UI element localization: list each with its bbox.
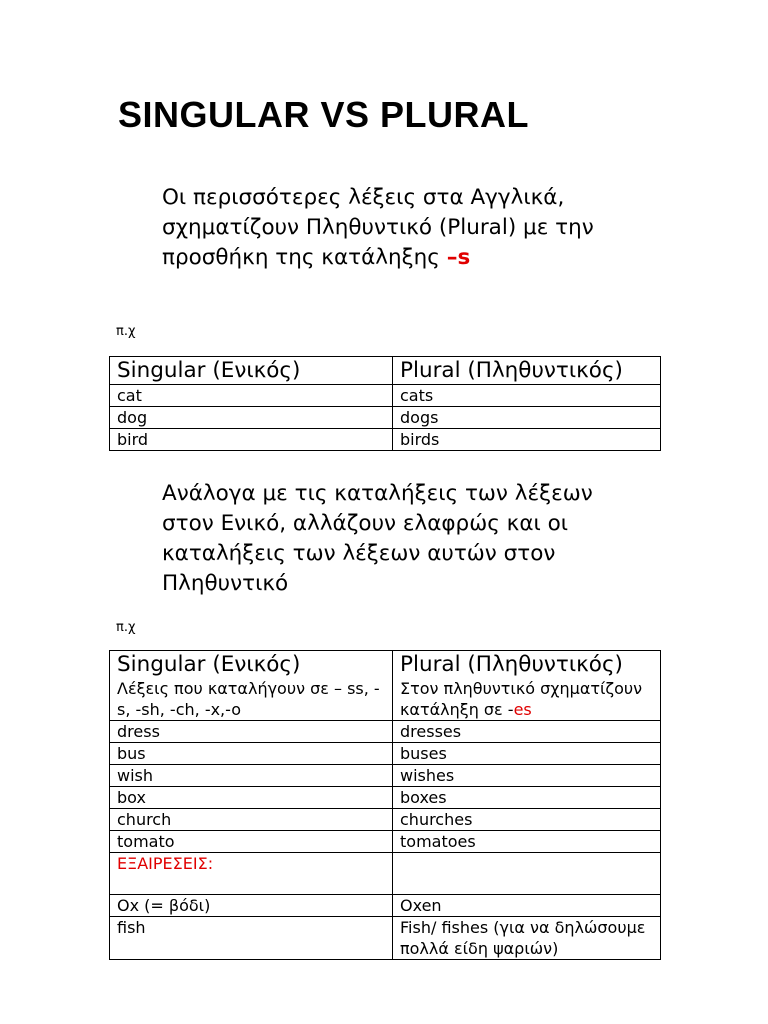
table-header-row (110, 651, 661, 721)
plural-cell: dresses (393, 721, 661, 743)
singular-cell: dress (110, 721, 393, 743)
plural-cell: Oxen (393, 895, 661, 917)
exceptions-label: ΕΞΑΙΡΕΣΕΙΣ: (110, 853, 393, 895)
table-row (110, 765, 661, 787)
table-row (110, 385, 661, 407)
table-row (110, 831, 661, 853)
example-label: π.χ (116, 620, 136, 635)
subheader-plural (400, 678, 660, 720)
singular-cell: bus (110, 743, 393, 765)
plural-cell: churches (393, 809, 661, 831)
table-row (110, 721, 661, 743)
singular-cell: tomato (110, 831, 393, 853)
header-singular: Singular (Ενικός) (117, 652, 301, 677)
plural-cell: cats (393, 385, 661, 407)
header-plural-cell (393, 651, 661, 721)
singular-cell: wish (110, 765, 393, 787)
header-singular-cell (110, 651, 393, 721)
table-row (110, 787, 661, 809)
plural-cell: dogs (393, 407, 661, 429)
suffix-es: es (513, 700, 532, 719)
table-header-row (110, 357, 661, 385)
plural-cell: boxes (393, 787, 661, 809)
singular-cell: fish (110, 917, 393, 960)
table-row (110, 429, 661, 451)
header-plural: Plural (Πληθυντικός) (393, 357, 661, 385)
singular-cell: dog (110, 407, 393, 429)
header-plural: Plural (Πληθυντικός) (400, 652, 623, 677)
table-row (110, 809, 661, 831)
singular-cell: bird (110, 429, 393, 451)
intro-line-2: σχηματίζουν Πληθυντικό (Plural) με την (162, 215, 594, 240)
second-line-3: καταλήξεις των λέξεων αυτών στον (162, 541, 556, 566)
table-row (110, 917, 661, 960)
plural-cell: Fish/ fishes (για να δηλώσουμε πολλά είδη ψαριών) (393, 917, 661, 960)
plural-cell: wishes (393, 765, 661, 787)
intro-line-3-text: προσθήκη της κατάληξης (162, 245, 447, 270)
subheader-singular: Λέξεις που καταλήγουν σε – ss, -s, -sh, -ch, -x,-o (117, 679, 380, 719)
singular-cell: church (110, 809, 393, 831)
second-line-1: Ανάλογα με τις καταλήξεις των λέξεων (162, 481, 593, 506)
plural-cell: buses (393, 743, 661, 765)
plural-s-table (109, 356, 661, 451)
singular-cell: Ox (= βόδι) (110, 895, 393, 917)
intro-paragraph (162, 183, 662, 273)
subheader-plural-text: Στον πληθυντικό σχηματίζουν κατάληξη σε - (400, 679, 643, 719)
plural-cell: tomatoes (393, 831, 661, 853)
plural-cell: birds (393, 429, 661, 451)
page-title: SINGULAR VS PLURAL (118, 94, 530, 135)
plural-es-table (109, 650, 661, 960)
table-row (110, 743, 661, 765)
second-line-4: Πληθυντικό (162, 571, 289, 596)
intro-line-3 (162, 243, 662, 273)
second-line-2: στον Ενικό, αλλάζουν ελαφρώς και οι (162, 511, 569, 536)
suffix-s: –s (446, 245, 471, 270)
table-row (110, 895, 661, 917)
example-label: π.χ (116, 324, 136, 339)
intro-line-1: Οι περισσότερες λέξεις στα Αγγλικά, (162, 185, 565, 210)
exceptions-row (110, 853, 661, 895)
singular-cell: cat (110, 385, 393, 407)
empty-cell (393, 853, 661, 895)
second-paragraph (162, 479, 662, 599)
table-row (110, 407, 661, 429)
header-singular: Singular (Ενικός) (110, 357, 393, 385)
singular-cell: box (110, 787, 393, 809)
